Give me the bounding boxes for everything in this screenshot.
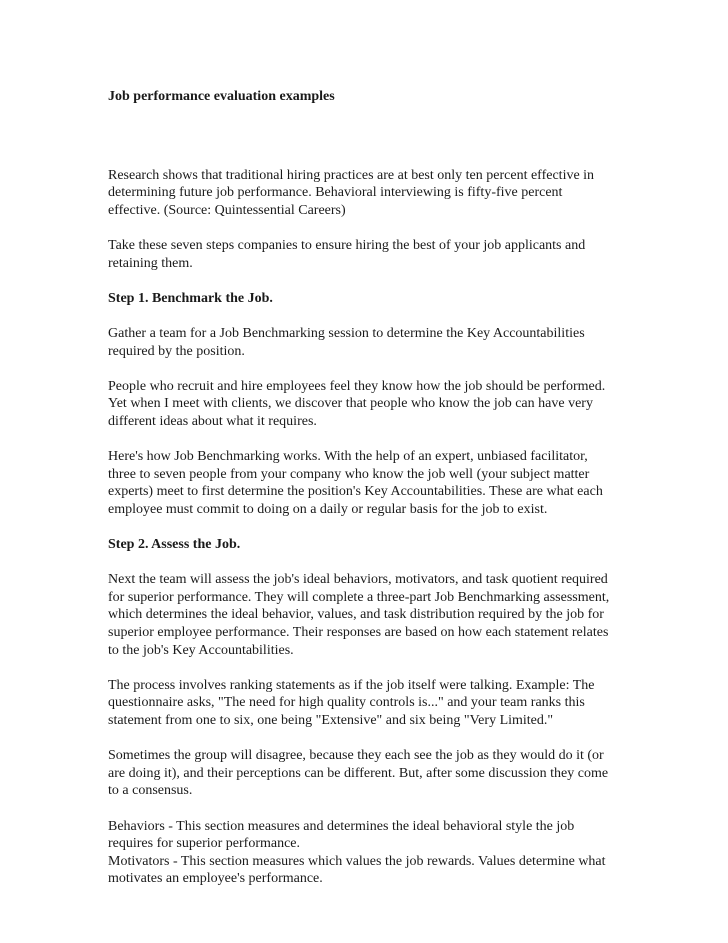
step2-heading: Step 2. Assess the Job. (108, 537, 241, 553)
document-body (108, 88, 628, 888)
step2-paragraph-1: Next the team will assess the job's ideal behaviors, motivators, and task quotient required for superior performance. They will complete a three-part Job Benchmarking assessment, which determines the ideal behavior, values, and task distribution required by the job for superior employee performance. Their responses are based on how each statement relates to the job's Key Accountabilities. (108, 572, 610, 658)
motivators-paragraph: Motivators - This section measures which values the job rewards. Values determine what motivates an employee's performance. (108, 853, 606, 887)
document-title: Job performance evaluation examples (108, 89, 335, 104)
step2-paragraph-2: The process involves ranking statements as if the job itself were talking. Example: The questionnaire asks, "The need for high quality controls is..." and your team ranks this statement from one to six, one being "Extensive" and six being "Very Limited." (108, 677, 595, 728)
step1-paragraph-3: Here's how Job Benchmarking works. With the help of an expert, unbiased facilitator, three to seven people from your company who know the job well (your subject matter experts) meet to first determine the position's Key Accountabilities. These are what each employee must commit to doing on a daily or regular basis for the job to exist. (108, 449, 603, 517)
intro-paragraph: Research shows that traditional hiring practices are at best only ten percent effective in determining future job performance. Behavioral interviewing is fifty-five percent effective. (Source: Quintessential Careers) (108, 167, 595, 218)
take-steps-paragraph: Take these seven steps companies to ensure hiring the best of your job applicants and retaining them. (108, 237, 586, 271)
step1-paragraph-1: Gather a team for a Job Benchmarking session to determine the Key Accountabilities required by the position. (108, 325, 585, 359)
step1-heading: Step 1. Benchmark the Job. (108, 290, 273, 306)
step1-paragraph-2: People who recruit and hire employees feel they know how the job should be performed. Yet when I meet with clients, we discover that people who know the job can have very different ideas about what it requires. (108, 378, 606, 429)
step2-paragraph-3: Sometimes the group will disagree, because they each see the job as they would do it (or are doing it), and their perceptions can be different. But, after some discussion they come to a consensus. (108, 748, 609, 799)
behaviors-paragraph: Behaviors - This section measures and determines the ideal behavioral style the job requires for superior performance. (108, 818, 575, 852)
